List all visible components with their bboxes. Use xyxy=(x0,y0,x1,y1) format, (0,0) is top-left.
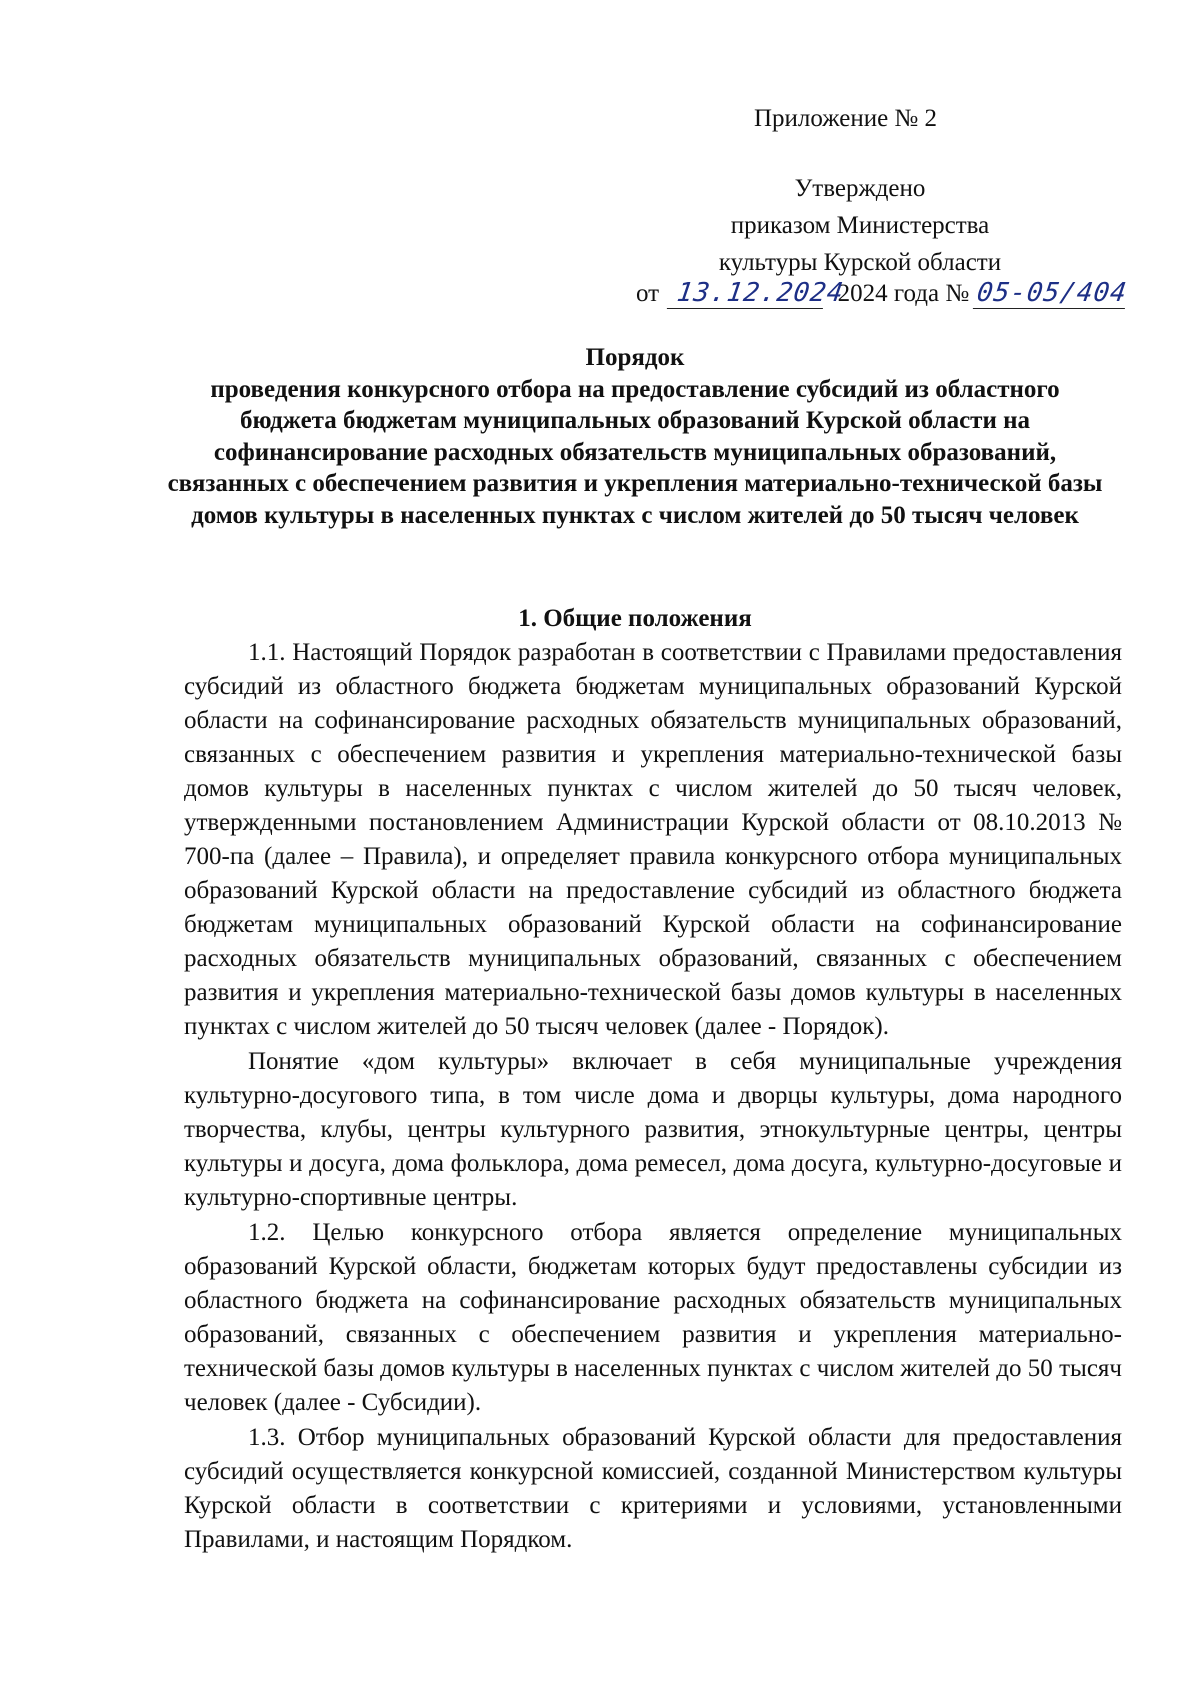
section-body xyxy=(184,636,1122,1558)
handwritten-order-number: 05-05/404 xyxy=(973,278,1129,309)
paragraph-1-3: 1.3. Отбор муниципальных образований Курской области для предоставления субсидий осуществляется конкурсной комиссией, созданной Министерством культуры Курской области в соответствии с критериями и условиями, установленными Правилами, и настоящим Порядком. xyxy=(184,1424,1122,1553)
paragraph-1-1: 1.1. Настоящий Порядок разработан в соответствии с Правилами предоставления субсидий из областного бюджета бюджетам муниципальных образований Курской области на софинансирование расходных обязательств муниципальных образований, связанных с обеспечением развития и укрепления материально-технической базы домов культуры в населенных пунктах с числом жителей до 50 тысяч человек, утвержденными постановлением Администрации Курской области от 08.10.2013 № 700-па (далее – Правила), и определяет правила конкурсного отбора муниципальных образований Курской области на предоставление субсидий из областного бюджета бюджетам муниципальных образований Курской области на софинансирование расходных обязательств муниципальных образований, связанных с обеспечением развития и укрепления материально-технической базы домов культуры в населенных пунктах с числом жителей до 50 тысяч человек (далее - Порядок). xyxy=(184,639,1122,1040)
paragraph-house-of-culture: Понятие «дом культуры» включает в себя муниципальные учреждения культурно-досугового типа, в том числе дома и дворцы культуры, дома народного творчества, клубы, центры культурного развития, этнокультурные центры, центры культуры и досуга, дома фольклора, дома ремесел, дома досуга, культурно-досуговые и культурно-спортивные центры. xyxy=(184,1048,1122,1211)
approval-block xyxy=(620,170,1100,281)
approval-date-line xyxy=(636,278,1130,309)
approval-line-1: Утверждено xyxy=(794,175,926,202)
approval-line-2: приказом Министерства xyxy=(730,212,990,239)
handwritten-date: 13.12.2024 xyxy=(667,278,827,309)
section-heading: 1. Общие положения xyxy=(518,605,752,632)
approval-line-3: культуры Курской области xyxy=(718,249,1002,276)
document-title xyxy=(160,342,1110,531)
title-line-1: Порядок xyxy=(585,344,685,371)
title-line-2: проведения конкурсного отбора на предоставление субсидий из областного бюджета бюджетам муниципальных образований Курской области на софинансирование расходных обязательств муниципальных образований, связанных с обеспечением развития и укрепления материально-технической базы домов культуры в населенных пунктах с числом жителей до 50 тысяч человек xyxy=(167,375,1103,529)
date-suffix: 2024 года № xyxy=(837,280,970,307)
paragraph-1-2: 1.2. Целью конкурсного отбора является определение муниципальных образований Курской области, бюджетам которых будут предоставлены субсидии из областного бюджета на софинансирование расходных обязательств муниципальных образований, связанных с обеспечением развития и укрепления материально-технической базы домов культуры в населенных пунктах с числом жителей до 50 тысяч человек (далее - Субсидии). xyxy=(184,1219,1122,1416)
appendix-label: Приложение № 2 xyxy=(754,105,938,132)
date-prefix: от xyxy=(636,280,660,307)
